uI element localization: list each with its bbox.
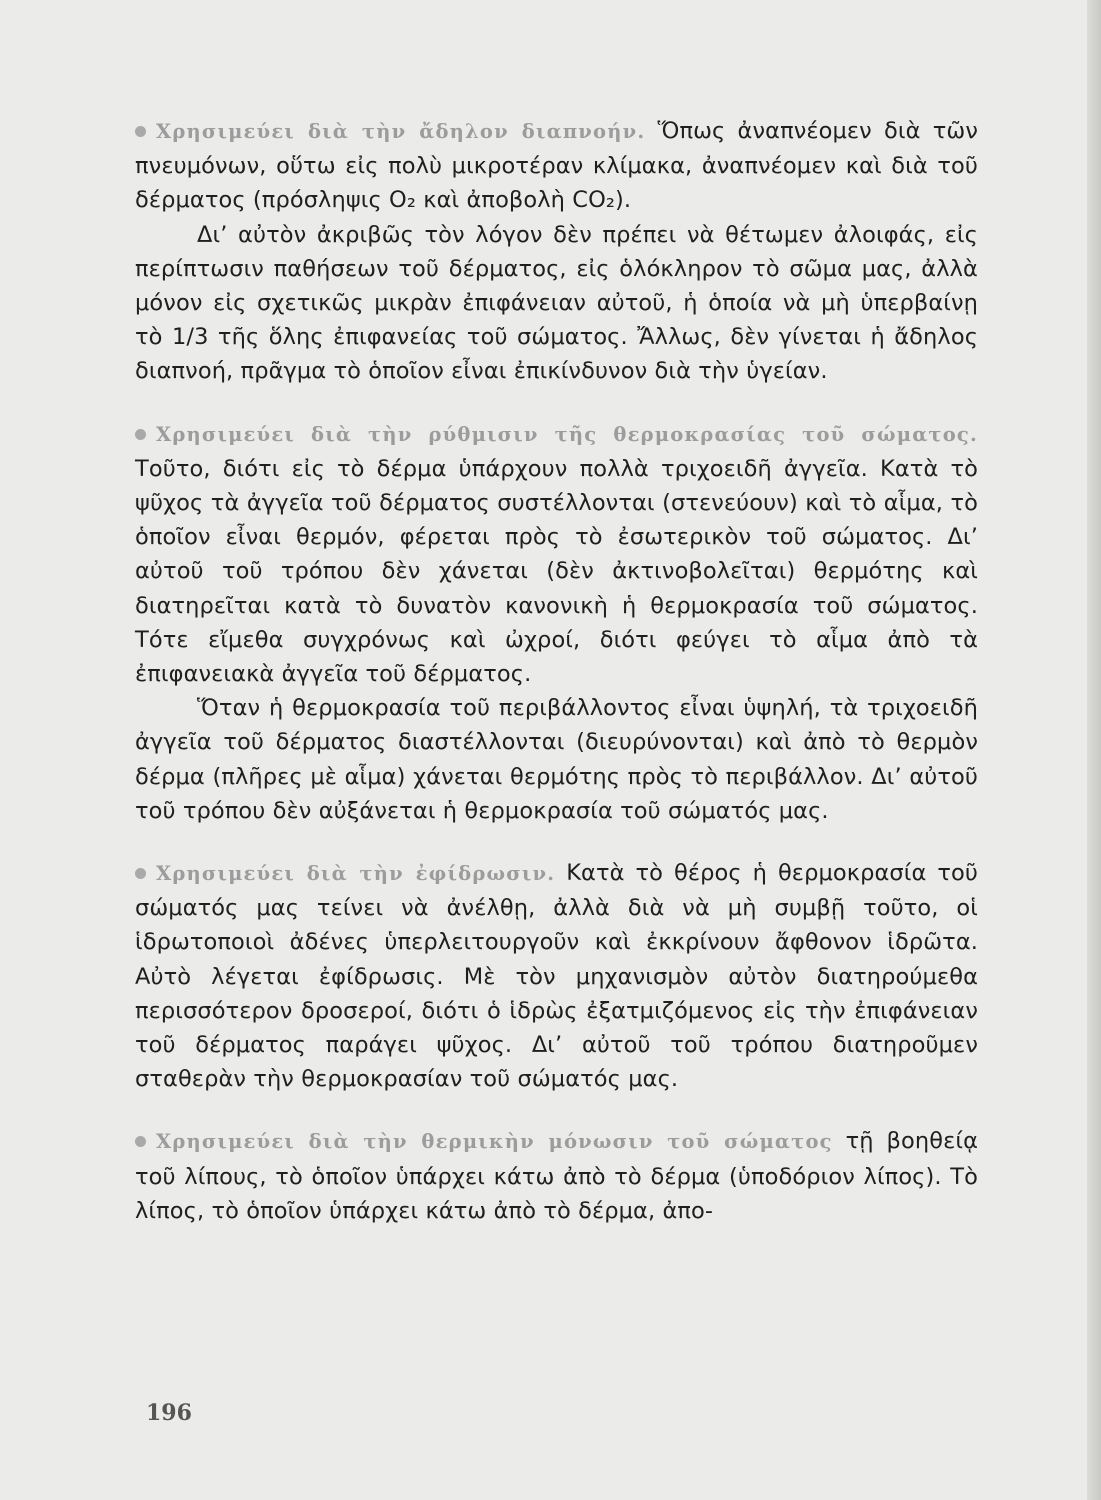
page-number: 196 <box>146 1400 192 1426</box>
paragraph <box>135 1124 978 1228</box>
bullet-icon <box>135 868 146 879</box>
paragraph-text: Κατὰ τὸ θέρος ἡ θερμοκρασία τοῦ σώματός μας τείνει νὰ ἀνέλθῃ, ἀλλὰ διὰ νὰ μὴ συμβῇ τοῦτο, οἱ ἱδρωτοποιοὶ ἀδένες ὑπερλειτουργοῦν καὶ ἐκκρίνουν ἄφθονον ἱδρῶτα. Αὐτὸ λέγεται ἐφίδρωσις. Μὲ τὸν μηχανισμὸν αὐτὸν διατηρούμεθα περισσότερον δροσεροί, διότι ὁ ἱδρὼς ἐξατμιζόμενος εἰς τὴν ἐπιφάνειαν τοῦ δέρματος παράγει ψῦχος. Δι’ αὐτοῦ τοῦ τρόπου διατηροῦμεν σταθερὰν τὴν θερμοκρασίαν τοῦ σώματός μας. <box>135 860 978 1093</box>
paragraph-text: τῇ βοηθείᾳ τοῦ λίπους, τὸ ὁποῖον ὑπάρχει κάτω ἀπὸ τὸ δέρμα (ὑποδόριον λίπος). Τὸ λίπος, τὸ ὁποῖον ὑπάρχει κάτω ἀπὸ τὸ δέρμα, ἀπο- <box>135 1128 979 1224</box>
page-edge <box>1087 0 1101 1500</box>
section-temperature <box>135 417 978 828</box>
section-sweating <box>135 856 978 1096</box>
paragraph: Ὅταν ἡ θερμοκρασία τοῦ περιβάλλοντος εἶναι ὑψηλή, τὰ τριχοειδῆ ἀγγεῖα τοῦ δέρματος διαστέλλονται (διευρύνονται) καὶ ἀπὸ τὸ θερμὸν δέρμα (πλῆρες μὲ αἷμα) χάνεται θερμότης πρὸς τὸ περιβάλλον. Δι’ αὐτοῦ τοῦ τρόπου δὲν αὐξάνεται ἡ θερμοκρασία τοῦ σώματός μας. <box>135 695 978 824</box>
bullet-icon <box>135 126 146 137</box>
section-heading: Χρησιμεύει διὰ τὴν ρύθμισιν τῆς θερμοκρασίας τοῦ σώματος. <box>156 422 978 446</box>
paragraph: Δι’ αὐτὸν ἀκριβῶς τὸν λόγον δὲν πρέπει νὰ θέτωμεν ἀλοιφάς, εἰς περίπτωσιν παθήσεων τοῦ δέρματος, εἰς ὁλόκληρον τὸ σῶμα μας, ἀλλὰ μόνον εἰς σχετικῶς μικρὰν ἐπιφάνειαν αὐτοῦ, ἡ ὁποία νὰ μὴ ὑπερβαίνῃ τὸ 1/3 τῆς ὅλης ἐπιφανείας τοῦ σώματος. Ἄλλως, δὲν γίνεται ἡ ἄδηλος διαπνοή, πρᾶγμα τὸ ὁποῖον εἶναι ἐπικίνδυνον διὰ τὴν ὑγείαν. <box>135 221 978 385</box>
section-heading: Χρησιμεύει διὰ τὴν ἄδηλον διαπνοήν. <box>156 120 646 143</box>
section-heading: Χρησιμεύει διὰ τὴν θερμικὴν μόνωσιν τοῦ σώματος <box>156 1130 833 1154</box>
text-block <box>135 114 978 1228</box>
bullet-icon <box>135 429 146 440</box>
paragraph-text: Τοῦτο, διότι εἰς τὸ δέρμα ὑπάρχουν πολλὰ τριχοειδῆ ἀγγεῖα. Κατὰ τὸ ψῦχος τὰ ἀγγεῖα τοῦ δέρματος συστέλλονται (στενεύουν) καὶ τὸ αἷμα, τὸ ὁποῖον εἶναι θερμόν, φέρεται πρὸς τὸ ἐσωτερικὸν τοῦ σώματος. Δι’ αὐτοῦ τοῦ τρόπου δὲν χάνεται (δὲν ἀκτινοβολεῖται) θερμότης καὶ διατηρεῖται κατὰ τὸ δυνατὸν κανονικὴ ἡ θερμοκρασία τοῦ σώματος. Τότε εἴμεθα συγχρόνως καὶ ὠχροί, διότι φεύγει τὸ αἷμα ἀπὸ τὰ ἐπιφανειακὰ ἀγγεῖα τοῦ δέρματος. <box>135 455 978 688</box>
section-heading: Χρησιμεύει διὰ τὴν ἐφίδρωσιν. <box>156 862 556 886</box>
paragraph-text: Ὅπως ἀναπνέομεν διὰ τῶν πνευμόνων, οὕτω εἰς πολὺ μικροτέραν κλίμακα, ἀναπνέομεν καὶ διὰ τοῦ δέρματος (πρόσληψις O₂ καὶ ἀποβολὴ CO₂). <box>135 118 978 214</box>
paragraph <box>135 856 978 1096</box>
paragraph <box>135 417 978 692</box>
section-breathing <box>135 114 978 389</box>
bullet-icon <box>135 1136 146 1147</box>
section-insulation <box>135 1124 978 1228</box>
paragraph <box>135 114 978 218</box>
